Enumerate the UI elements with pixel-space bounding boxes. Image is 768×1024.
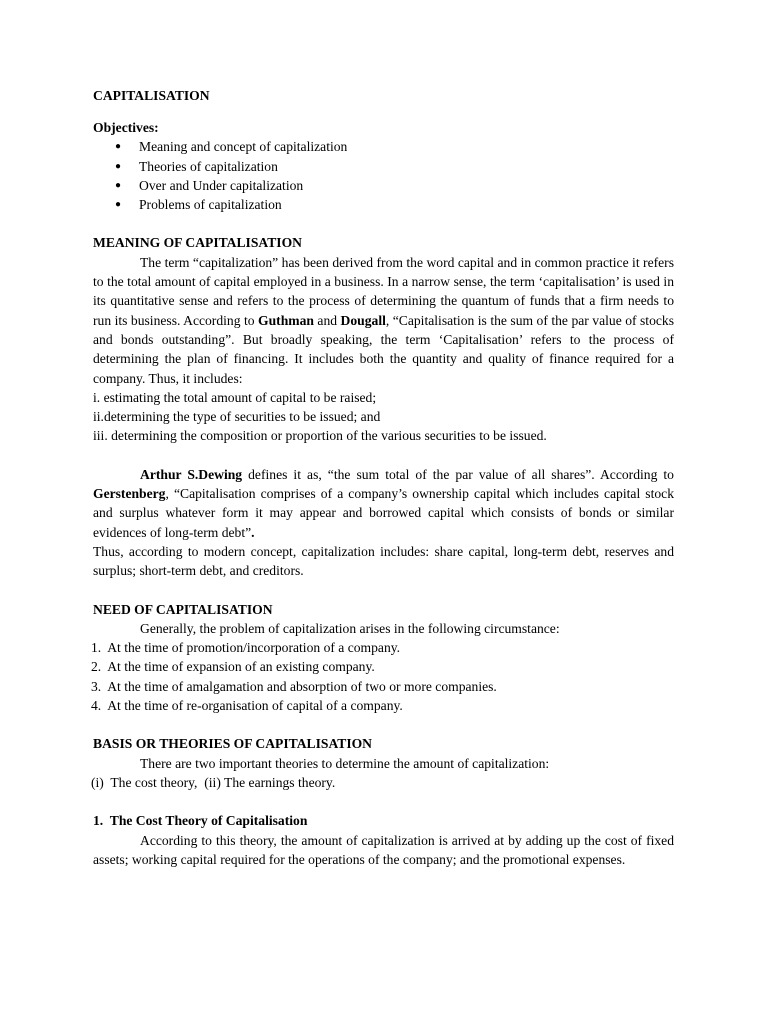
list-item: ● Over and Under capitalization — [93, 176, 674, 195]
cost-theory-paragraph: According to this theory, the amount of capitalization is arrived at by adding up the cost of fixed assets; working capital required for the operations of the company; and the promotional expenses. — [93, 832, 674, 867]
need-intro: Generally, the problem of capitalization arises in the following circumstance: — [140, 620, 560, 636]
bullet-icon: ● — [115, 179, 122, 191]
modern-concept-paragraph: Thus, according to modern concept, capitalization includes: share capital, long-term debt, reserves and surplus; short-term debt, and creditors. — [93, 543, 674, 579]
gerstenberg-name: Gerstenberg — [93, 486, 166, 502]
bullet-icon: ● — [115, 141, 122, 153]
list-item: ● Theories of capitalization — [93, 157, 674, 176]
need-item: 1. At the time of promotion/incorporation of a company. — [91, 640, 401, 656]
bullet-icon: ● — [115, 199, 122, 211]
objectives-list — [93, 137, 674, 214]
need-heading: NEED OF CAPITALISATION — [93, 601, 273, 617]
dewing-name: Arthur S.Dewing — [140, 466, 243, 482]
need-item: 2. At the time of expansion of an existing company. — [91, 659, 375, 675]
dewing-paragraph: Arthur S.Dewing defines it as, “the sum total of the par value of all shares”. According to Gerstenberg, “Capitalisation comprises of a company’s ownership capital which includes capital stock and surplus whatever form it may appear and borrowed capital which consists of bonds or similar evidences of long-term debt”. — [93, 466, 674, 540]
meaning-item: iii. determining the composition or proportion of the various securities to be issued. — [93, 428, 547, 444]
meaning-paragraph: The term “capitalization” has been derived from the word capital and in common practice it refers to the total amount of capital employed in a business. In a narrow sense, the term ‘capitalisation’ is used in its quantitative sense and refers to the process of determining the quantum of funds that a firm needs to run its business. According to Guthman and Dougall, “Capitalisation is the sum of the par value of stocks and bonds outstanding”. But broadly speaking, the term ‘Capitalisation’ refers to the process of determining the plan of financing. It includes both the quantity and quality of finance required for a company. Thus, it includes: — [93, 254, 674, 386]
theories-list: (i) The cost theory, (ii) The earnings theory. — [91, 774, 336, 790]
bullet-icon: ● — [115, 160, 122, 172]
document-title: CAPITALISATION — [93, 88, 210, 103]
list-item: ● Problems of capitalization — [93, 195, 674, 214]
meaning-heading: MEANING OF CAPITALISATION — [93, 235, 302, 251]
document-page — [93, 86, 674, 869]
theories-intro: There are two important theories to determine the amount of capitalization: — [140, 755, 550, 771]
guthman-name: Guthman — [258, 312, 314, 328]
dougall-name: Dougall — [340, 312, 386, 328]
meaning-item: ii.determining the type of securities to be issued; and — [93, 409, 381, 425]
cost-theory-heading: 1. The Cost Theory of Capitalisation — [93, 813, 308, 829]
need-item: 4. At the time of re-organisation of capital of a company. — [91, 698, 403, 714]
list-item: ● Meaning and concept of capitalization — [93, 137, 674, 156]
meaning-item: i. estimating the total amount of capital to be raised; — [93, 389, 377, 405]
need-item: 3. At the time of amalgamation and absorption of two or more companies. — [91, 678, 497, 694]
objectives-heading: Objectives: — [93, 120, 159, 135]
theories-heading: BASIS OR THEORIES OF CAPITALISATION — [93, 736, 372, 752]
